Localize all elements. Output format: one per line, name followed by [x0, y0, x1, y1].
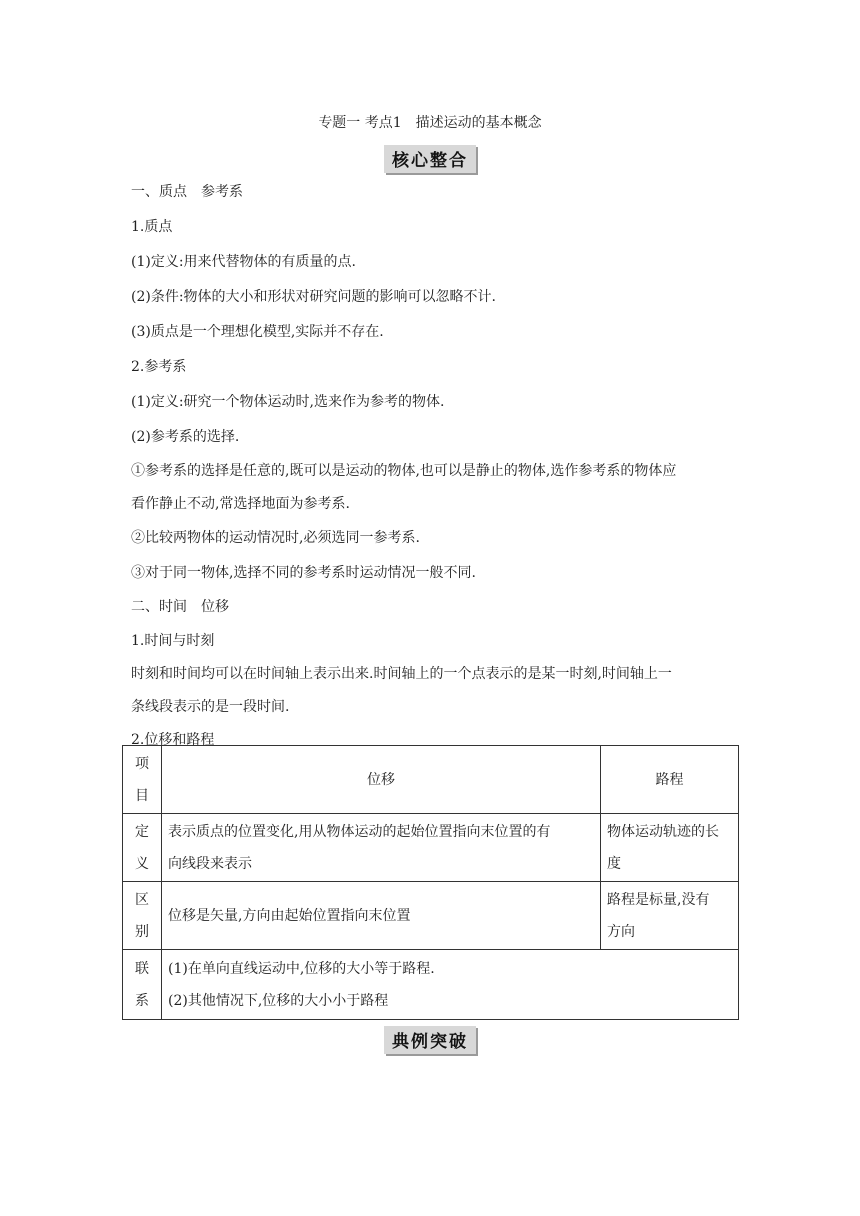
- text-line: ①参考系的选择是任意的,既可以是运动的物体,也可以是静止的物体,选作参考系的物体应: [131, 463, 677, 479]
- text-line: (1)定义:用来代替物体的有质量的点.: [131, 254, 356, 270]
- page-title: 专题一 考点1 描述运动的基本概念: [318, 115, 542, 131]
- header-item-cell: 项 目: [123, 746, 162, 814]
- text-line: (2)条件:物体的大小和形状对研究问题的影响可以忽略不计.: [131, 289, 496, 305]
- text-line: ②比较两物体的运动情况时,必须选同一参考系.: [131, 530, 420, 546]
- subheading-reference: 2.参考系: [131, 359, 187, 375]
- distance-cell: 路程是标量,没有 方向: [601, 882, 739, 950]
- distance-cell: 物体运动轨迹的长 度: [601, 814, 739, 882]
- table-row: [123, 950, 739, 1020]
- text-line: ③对于同一物体,选择不同的参考系时运动情况一般不同.: [131, 565, 476, 581]
- section-banner-core: 核心整合: [384, 145, 476, 173]
- displacement-cell: 位移是矢量,方向由起始位置指向末位置: [162, 882, 601, 950]
- text-line: (1)定义:研究一个物体运动时,选来作为参考的物体.: [131, 394, 445, 410]
- table-header-row: [123, 746, 739, 814]
- text-line: (2)参考系的选择.: [131, 429, 240, 445]
- subheading-time: 1.时间与时刻: [131, 633, 215, 649]
- comparison-table: [122, 745, 739, 1020]
- displacement-cell: 表示质点的位置变化,用从物体运动的起始位置指向末位置的有 向线段来表示: [162, 814, 601, 882]
- row-label-cell: 联 系: [123, 950, 162, 1020]
- text-line: (3)质点是一个理想化模型,实际并不存在.: [131, 324, 384, 340]
- subheading-particle: 1.质点: [131, 219, 173, 235]
- row-label-cell: 区 别: [123, 882, 162, 950]
- header-displacement-cell: 位移: [162, 746, 601, 814]
- relation-cell: (1)在单向直线运动中,位移的大小等于路程. (2)其他情况下,位移的大小小于路程: [162, 950, 739, 1020]
- subheading-displacement-distance: 2.位移和路程: [131, 732, 215, 748]
- table-row: [123, 882, 739, 950]
- heading-time-displacement: 二、时间 位移: [131, 599, 229, 615]
- row-label-cell: 定 义: [123, 814, 162, 882]
- text-line: 看作静止不动,常选择地面为参考系.: [131, 496, 350, 512]
- table-row: [123, 814, 739, 882]
- header-distance-cell: 路程: [601, 746, 739, 814]
- text-line: 时刻和时间均可以在时间轴上表示出来.时间轴上的一个点表示的是某一时刻,时间轴上一: [131, 666, 672, 682]
- text-line: 条线段表示的是一段时间.: [131, 699, 290, 715]
- section-banner-examples: 典例突破: [384, 1026, 476, 1054]
- heading-particle-reference: 一、质点 参考系: [131, 184, 243, 200]
